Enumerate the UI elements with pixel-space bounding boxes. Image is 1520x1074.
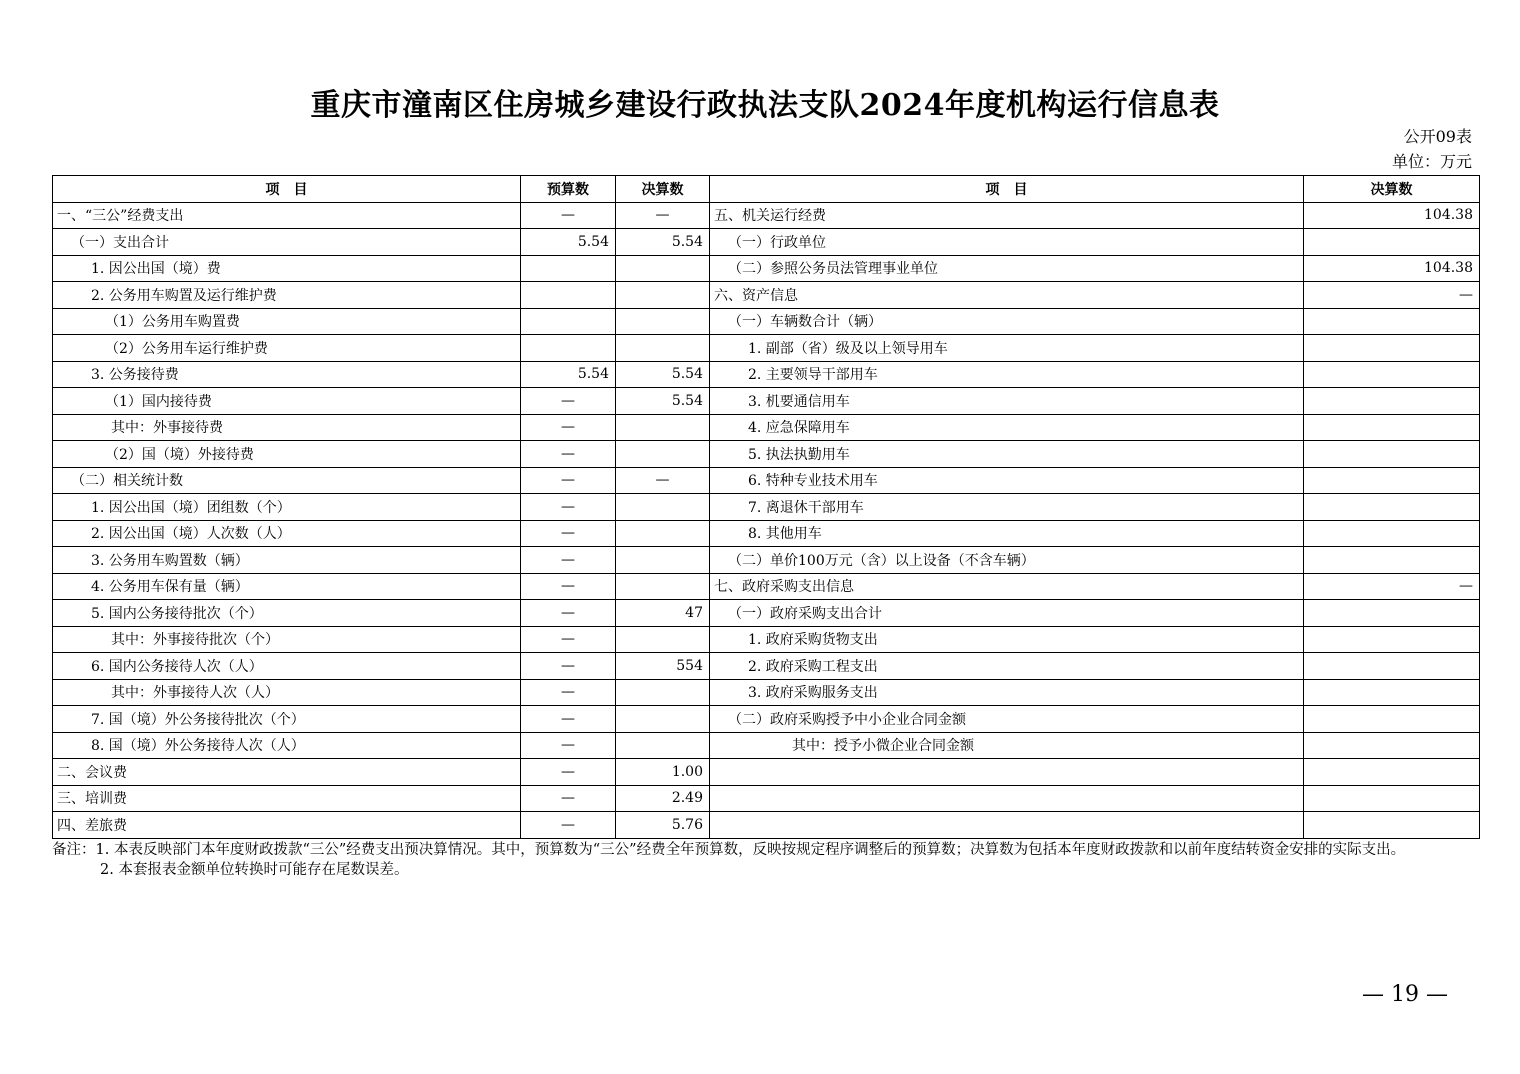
row-budget: — bbox=[521, 520, 616, 547]
row-final-right bbox=[1304, 520, 1480, 547]
row-budget: — bbox=[521, 600, 616, 627]
row-item-right: 3. 机要通信用车 bbox=[710, 388, 1304, 415]
row-item-right bbox=[710, 812, 1304, 839]
row-final: 5.76 bbox=[616, 812, 710, 839]
row-final-right bbox=[1304, 732, 1480, 759]
row-budget: 5.54 bbox=[521, 361, 616, 388]
row-item: 其中：外事接待人次（人） bbox=[53, 679, 521, 706]
row-budget bbox=[521, 335, 616, 362]
row-item: 3. 公务用车购置数（辆） bbox=[53, 547, 521, 574]
header-item: 项 目 bbox=[53, 176, 521, 203]
row-item-right: 五、机关运行经费 bbox=[710, 202, 1304, 229]
table-row bbox=[53, 679, 1480, 706]
row-budget: — bbox=[521, 441, 616, 468]
row-final-right bbox=[1304, 308, 1480, 335]
row-final-right bbox=[1304, 759, 1480, 786]
row-item: （二）相关统计数 bbox=[53, 467, 521, 494]
row-budget: — bbox=[521, 759, 616, 786]
table-row bbox=[53, 547, 1480, 574]
row-item: 1. 因公出国（境）费 bbox=[53, 255, 521, 282]
row-item: 四、差旅费 bbox=[53, 812, 521, 839]
row-final: 5.54 bbox=[616, 388, 710, 415]
row-budget: — bbox=[521, 573, 616, 600]
row-final bbox=[616, 282, 710, 309]
row-item-right: 8. 其他用车 bbox=[710, 520, 1304, 547]
table-row bbox=[53, 600, 1480, 627]
table-row bbox=[53, 335, 1480, 362]
row-final-right bbox=[1304, 547, 1480, 574]
row-final bbox=[616, 308, 710, 335]
row-final-right bbox=[1304, 335, 1480, 362]
row-final-right bbox=[1304, 414, 1480, 441]
row-budget: — bbox=[521, 653, 616, 680]
row-budget bbox=[521, 308, 616, 335]
row-item: 7. 国（境）外公务接待批次（个） bbox=[53, 706, 521, 733]
row-item-right bbox=[710, 759, 1304, 786]
row-final bbox=[616, 732, 710, 759]
row-item-right: 5. 执法执勤用车 bbox=[710, 441, 1304, 468]
table-row bbox=[53, 759, 1480, 786]
row-budget: — bbox=[521, 679, 616, 706]
row-budget: — bbox=[521, 414, 616, 441]
row-final-right bbox=[1304, 812, 1480, 839]
header-final-right: 决算数 bbox=[1304, 176, 1480, 203]
row-final: 2.49 bbox=[616, 785, 710, 812]
row-final-right bbox=[1304, 653, 1480, 680]
row-final: 1.00 bbox=[616, 759, 710, 786]
table-code: 公开09表 bbox=[1403, 127, 1472, 146]
table-row bbox=[53, 414, 1480, 441]
row-final: — bbox=[616, 202, 710, 229]
row-budget: — bbox=[521, 467, 616, 494]
row-final-right bbox=[1304, 467, 1480, 494]
row-budget: — bbox=[521, 732, 616, 759]
row-item-right: 1. 政府采购货物支出 bbox=[710, 626, 1304, 653]
row-item-right: 4. 应急保障用车 bbox=[710, 414, 1304, 441]
row-item: 5. 国内公务接待批次（个） bbox=[53, 600, 521, 627]
row-item-right: 六、资产信息 bbox=[710, 282, 1304, 309]
row-budget: — bbox=[521, 202, 616, 229]
row-item-right: 其中：授予小微企业合同金额 bbox=[710, 732, 1304, 759]
row-item-right: （二）参照公务员法管理事业单位 bbox=[710, 255, 1304, 282]
row-final bbox=[616, 441, 710, 468]
row-item-right: （一）政府采购支出合计 bbox=[710, 600, 1304, 627]
table-row bbox=[53, 229, 1480, 256]
row-item: 2. 因公出国（境）人次数（人） bbox=[53, 520, 521, 547]
row-final-right bbox=[1304, 785, 1480, 812]
row-final-right: — bbox=[1304, 573, 1480, 600]
row-final-right: 104.38 bbox=[1304, 255, 1480, 282]
table-row bbox=[53, 441, 1480, 468]
notes bbox=[52, 840, 1472, 880]
table-row bbox=[53, 520, 1480, 547]
row-item-right: 3. 政府采购服务支出 bbox=[710, 679, 1304, 706]
row-item: 其中：外事接待费 bbox=[53, 414, 521, 441]
unit-label: 单位：万元 bbox=[1391, 152, 1472, 171]
row-final bbox=[616, 626, 710, 653]
row-budget: — bbox=[521, 547, 616, 574]
row-final: 5.54 bbox=[616, 229, 710, 256]
row-final bbox=[616, 255, 710, 282]
row-final: — bbox=[616, 467, 710, 494]
row-item: （2）公务用车运行维护费 bbox=[53, 335, 521, 362]
row-final bbox=[616, 573, 710, 600]
row-budget bbox=[521, 255, 616, 282]
table-row bbox=[53, 573, 1480, 600]
note-2: 2. 本套报表金额单位转换时可能存在尾数误差。 bbox=[100, 862, 409, 878]
row-final bbox=[616, 494, 710, 521]
table-row bbox=[53, 388, 1480, 415]
row-item-right: 2. 主要领导干部用车 bbox=[710, 361, 1304, 388]
row-item: 2. 公务用车购置及运行维护费 bbox=[53, 282, 521, 309]
row-final-right bbox=[1304, 679, 1480, 706]
row-item: 一、“三公”经费支出 bbox=[53, 202, 521, 229]
table-row bbox=[53, 282, 1480, 309]
row-final-right bbox=[1304, 494, 1480, 521]
table-row bbox=[53, 812, 1480, 839]
row-final bbox=[616, 520, 710, 547]
table-body bbox=[53, 202, 1480, 838]
row-budget: — bbox=[521, 626, 616, 653]
row-budget: — bbox=[521, 388, 616, 415]
row-item-right: 6. 特种专业技术用车 bbox=[710, 467, 1304, 494]
row-final-right bbox=[1304, 706, 1480, 733]
row-item-right bbox=[710, 785, 1304, 812]
table-row bbox=[53, 202, 1480, 229]
row-final-right bbox=[1304, 441, 1480, 468]
row-item-right: （一）行政单位 bbox=[710, 229, 1304, 256]
header-item-right: 项 目 bbox=[710, 176, 1304, 203]
row-final: 5.54 bbox=[616, 361, 710, 388]
page-number: — 19 — bbox=[1362, 982, 1448, 1007]
header-final: 决算数 bbox=[616, 176, 710, 203]
row-budget: — bbox=[521, 785, 616, 812]
row-item-right: （一）车辆数合计（辆） bbox=[710, 308, 1304, 335]
table-row bbox=[53, 255, 1480, 282]
row-item-right: 7. 离退休干部用车 bbox=[710, 494, 1304, 521]
row-final-right bbox=[1304, 361, 1480, 388]
row-item-right: 七、政府采购支出信息 bbox=[710, 573, 1304, 600]
row-budget: — bbox=[521, 706, 616, 733]
row-item: 二、会议费 bbox=[53, 759, 521, 786]
row-item-right: 2. 政府采购工程支出 bbox=[710, 653, 1304, 680]
row-item: 6. 国内公务接待人次（人） bbox=[53, 653, 521, 680]
header-budget: 预算数 bbox=[521, 176, 616, 203]
row-budget: — bbox=[521, 812, 616, 839]
table-row bbox=[53, 494, 1480, 521]
row-item: 1. 因公出国（境）团组数（个） bbox=[53, 494, 521, 521]
header-row bbox=[53, 176, 1480, 203]
table-row bbox=[53, 706, 1480, 733]
row-final-right: 104.38 bbox=[1304, 202, 1480, 229]
row-item: 3. 公务接待费 bbox=[53, 361, 521, 388]
row-final bbox=[616, 706, 710, 733]
info-table bbox=[52, 175, 1480, 839]
row-final bbox=[616, 679, 710, 706]
table-row bbox=[53, 308, 1480, 335]
row-item: （1）国内接待费 bbox=[53, 388, 521, 415]
row-item: 4. 公务用车保有量（辆） bbox=[53, 573, 521, 600]
table-row bbox=[53, 785, 1480, 812]
row-item: 8. 国（境）外公务接待人次（人） bbox=[53, 732, 521, 759]
row-budget: 5.54 bbox=[521, 229, 616, 256]
note-1: 备注：1. 本表反映部门本年度财政拨款“三公”经费支出预决算情况。其中，预算数为“三公”经费全年预算数，反映按规定程序调整后的预算数；决算数为包括本年度财政拨款和以前年度结转资金安排的实际支出。 bbox=[52, 842, 1406, 858]
row-final-right: — bbox=[1304, 282, 1480, 309]
row-item-right: （二）单价100万元（含）以上设备（不含车辆） bbox=[710, 547, 1304, 574]
row-final-right bbox=[1304, 388, 1480, 415]
table-row bbox=[53, 653, 1480, 680]
table-row bbox=[53, 732, 1480, 759]
row-final bbox=[616, 414, 710, 441]
row-final-right bbox=[1304, 600, 1480, 627]
row-final bbox=[616, 335, 710, 362]
row-item: （1）公务用车购置费 bbox=[53, 308, 521, 335]
table-row bbox=[53, 626, 1480, 653]
row-budget: — bbox=[521, 494, 616, 521]
row-final bbox=[616, 547, 710, 574]
row-item: （一）支出合计 bbox=[53, 229, 521, 256]
row-item: 其中：外事接待批次（个） bbox=[53, 626, 521, 653]
row-final: 554 bbox=[616, 653, 710, 680]
row-item-right: 1. 副部（省）级及以上领导用车 bbox=[710, 335, 1304, 362]
row-budget bbox=[521, 282, 616, 309]
row-item: （2）国（境）外接待费 bbox=[53, 441, 521, 468]
row-item: 三、培训费 bbox=[53, 785, 521, 812]
row-final: 47 bbox=[616, 600, 710, 627]
row-final-right bbox=[1304, 229, 1480, 256]
row-item-right: （二）政府采购授予中小企业合同金额 bbox=[710, 706, 1304, 733]
page-title: 重庆市潼南区住房城乡建设行政执法支队2024年度机构运行信息表 bbox=[310, 88, 1220, 123]
table-row bbox=[53, 361, 1480, 388]
row-final-right bbox=[1304, 626, 1480, 653]
table-row bbox=[53, 467, 1480, 494]
